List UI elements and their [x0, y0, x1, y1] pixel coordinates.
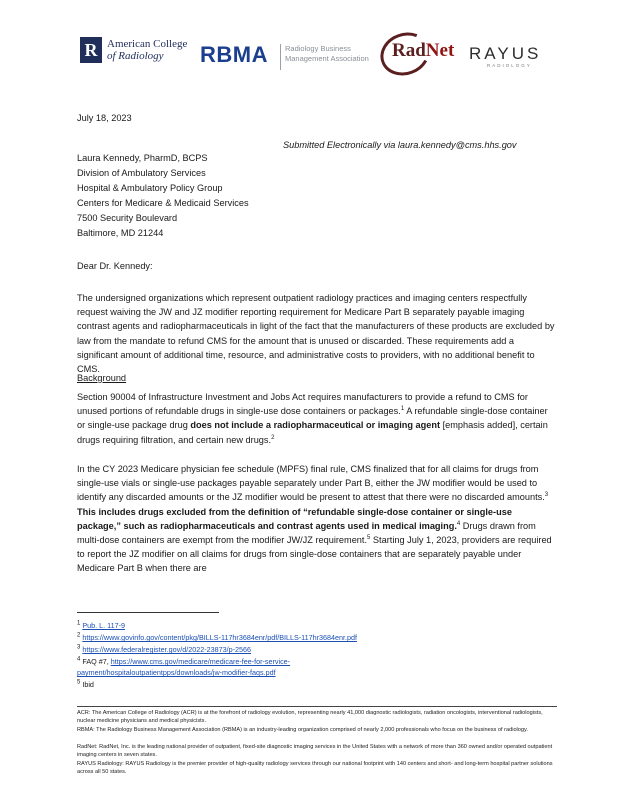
- p3-text-b: Drugs drawn from multi-dose containers are exempt from the modifier JW/JZ requirement.: [77, 520, 536, 546]
- address-line: 7500 Security Boulevard: [77, 213, 178, 223]
- acr-logo-text: [107, 38, 187, 62]
- footnote-ref-2: 2: [271, 434, 275, 441]
- footnote-link[interactable]: Pub. L. 117-9: [82, 621, 125, 630]
- address-line: Centers for Medicare & Medicaid Services: [77, 198, 249, 208]
- footnote-link[interactable]: https://www.federalregister.gov/d/2022-23873/p-2566: [82, 645, 251, 654]
- radnet-logo-part1: Rad: [392, 40, 426, 61]
- p2-emphasis: does not include a radiopharmaceutical or imaging agent: [190, 420, 441, 431]
- address-line: Division of Ambulatory Services: [77, 168, 206, 178]
- org-notes-divider: [77, 706, 557, 707]
- org-note-rayus: RAYUS Radiology: RAYUS Radiology is the premier provider of high-quality radiology services through our national footprint with 140 centers and short- and long-term hospital partner solutions across all 50 states.: [77, 761, 553, 776]
- footnote-link[interactable]: https://www.cms.gov/medicare/medicare-fee-for-service-: [110, 657, 291, 666]
- footnote: [77, 680, 94, 690]
- rbma-logo-subtitle: [285, 44, 369, 64]
- radnet-logo-part2: Net: [425, 40, 455, 61]
- rbma-sub-line1: Radiology Business: [285, 44, 351, 53]
- rbma-logo-divider: [280, 44, 281, 70]
- rbma-logo: RBMA: [200, 42, 268, 67]
- acr-logo-line2: of Radiology: [107, 50, 164, 62]
- address-line: Hospital & Ambulatory Policy Group: [77, 183, 223, 193]
- footnote: [77, 657, 290, 667]
- rayus-logo-subtitle: RADIOLOGY: [487, 63, 532, 68]
- radnet-logo: [392, 40, 454, 62]
- footnote-ref-3: 3: [544, 492, 549, 499]
- intro-paragraph: The undersigned organizations which represent outpatient radiology practices and imaging centers respectfully request waiving the JW and JZ modifier reporting requirement for Medicare Part B separately payable imaging contrast agents and radiopharmaceuticals in light of the fact that the manufacturers of these products are excluded by law from the mandate to refund CMS for the amount that is unused or discarded. These requirements add a significant amount of additional time, resource, and administrative costs to providers, with no additional benefit to CMS.: [77, 293, 555, 375]
- rbma-sub-line2: Management Association: [285, 54, 369, 63]
- footnote-number: 4: [77, 656, 81, 663]
- footnote: [77, 621, 125, 631]
- acr-logo-mark: R: [80, 37, 102, 63]
- p3-emphasis: This includes drugs excluded from the definition of “refundable single-dose container or single-use package,” such as radiopharmaceuticals and contrast agents used in medical imaging.: [77, 506, 512, 531]
- acr-logo-line1: American College: [107, 38, 188, 50]
- footnote: [77, 633, 357, 643]
- address-line: Laura Kennedy, PharmD, BCPS: [77, 153, 208, 163]
- footnote-number: 1: [77, 620, 81, 627]
- footnote-number: 5: [77, 679, 81, 686]
- background-paragraph: [77, 390, 557, 447]
- footnote-text: Ibid: [82, 680, 94, 689]
- p2-text-b: A refundable single-dose container or single-use package drug: [77, 406, 548, 431]
- org-note-radnet: RadNet: RadNet, Inc. is the leading national provider of outpatient, fixed-site diagnostic imaging services in the United States with a network of more than 360 owned and/or operated outpatient imaging centers in seven states.: [77, 744, 553, 759]
- footnote-number: 2: [77, 632, 81, 639]
- footnote-link-continued[interactable]: payment/hospitaloutpatientpps/downloads/jw-modifier-faqs.pdf: [77, 668, 276, 677]
- mpfs-paragraph: [77, 462, 557, 576]
- rayus-logo: RAYUS: [469, 44, 542, 63]
- p3-text-c: Starting July 1, 2023, providers are required to report the JZ modifier on all claims for drugs from single-dose containers that are separately payable under Medicare Part B when there are: [77, 535, 552, 574]
- address-line: Baltimore, MD 21244: [77, 228, 164, 238]
- footnote-ref-5: 5: [367, 534, 371, 541]
- footnote-continued: [77, 668, 276, 678]
- submitted-line: Submitted Electronically via laura.kennedy@cms.hhs.gov: [283, 140, 517, 150]
- footnote-ref-4: 4: [456, 520, 461, 527]
- footnote-link[interactable]: https://www.govinfo.gov/content/pkg/BILLS-117hr3684enr/pdf/BILLS-117hr3684enr.pdf: [82, 633, 357, 642]
- footnote-ref-1: 1: [400, 406, 405, 413]
- p3-text-a: In the CY 2023 Medicare physician fee schedule (MPFS) final rule, CMS finalized that for all claims for drugs from single-use vials or single-use packages payable separately under Part B, either the JW modifier would be used to identify any discarded amounts or the JZ modifier would be present to attest that there were no discarded amounts.: [77, 464, 545, 503]
- background-heading: Background: [77, 373, 127, 383]
- letter-date: July 18, 2023: [77, 113, 132, 123]
- salutation: Dear Dr. Kennedy:: [77, 261, 153, 271]
- p2-text-a: Section 90004 of Infrastructure Investment and Jobs Act requires manufacturers to provide a refund to CMS for unused portions of refundable drugs in single-use dose containers or packages.: [77, 392, 528, 417]
- org-note-rbma: RBMA: The Radiology Business Management Association (RBMA) is an industry-leading organization comprised of nearly 2,000 professionals who focus on the business of radiology.: [77, 727, 528, 733]
- footnote-divider: [77, 612, 219, 613]
- footnote: [77, 645, 251, 655]
- p2-text-c: [emphasis added], certain drugs requiring filtration, and certain new drugs.: [77, 420, 548, 445]
- footnote-text: FAQ #7,: [82, 657, 111, 666]
- footnote-number: 3: [77, 644, 81, 651]
- org-note-acr: ACR: The American College of Radiology (ACR) is at the forefront of radiology evolution, representing nearly 41,000 diagnostic radiologists, radiation oncologists, interventional radiologists, nuclear medicine physicians and medical physicists.: [77, 710, 543, 725]
